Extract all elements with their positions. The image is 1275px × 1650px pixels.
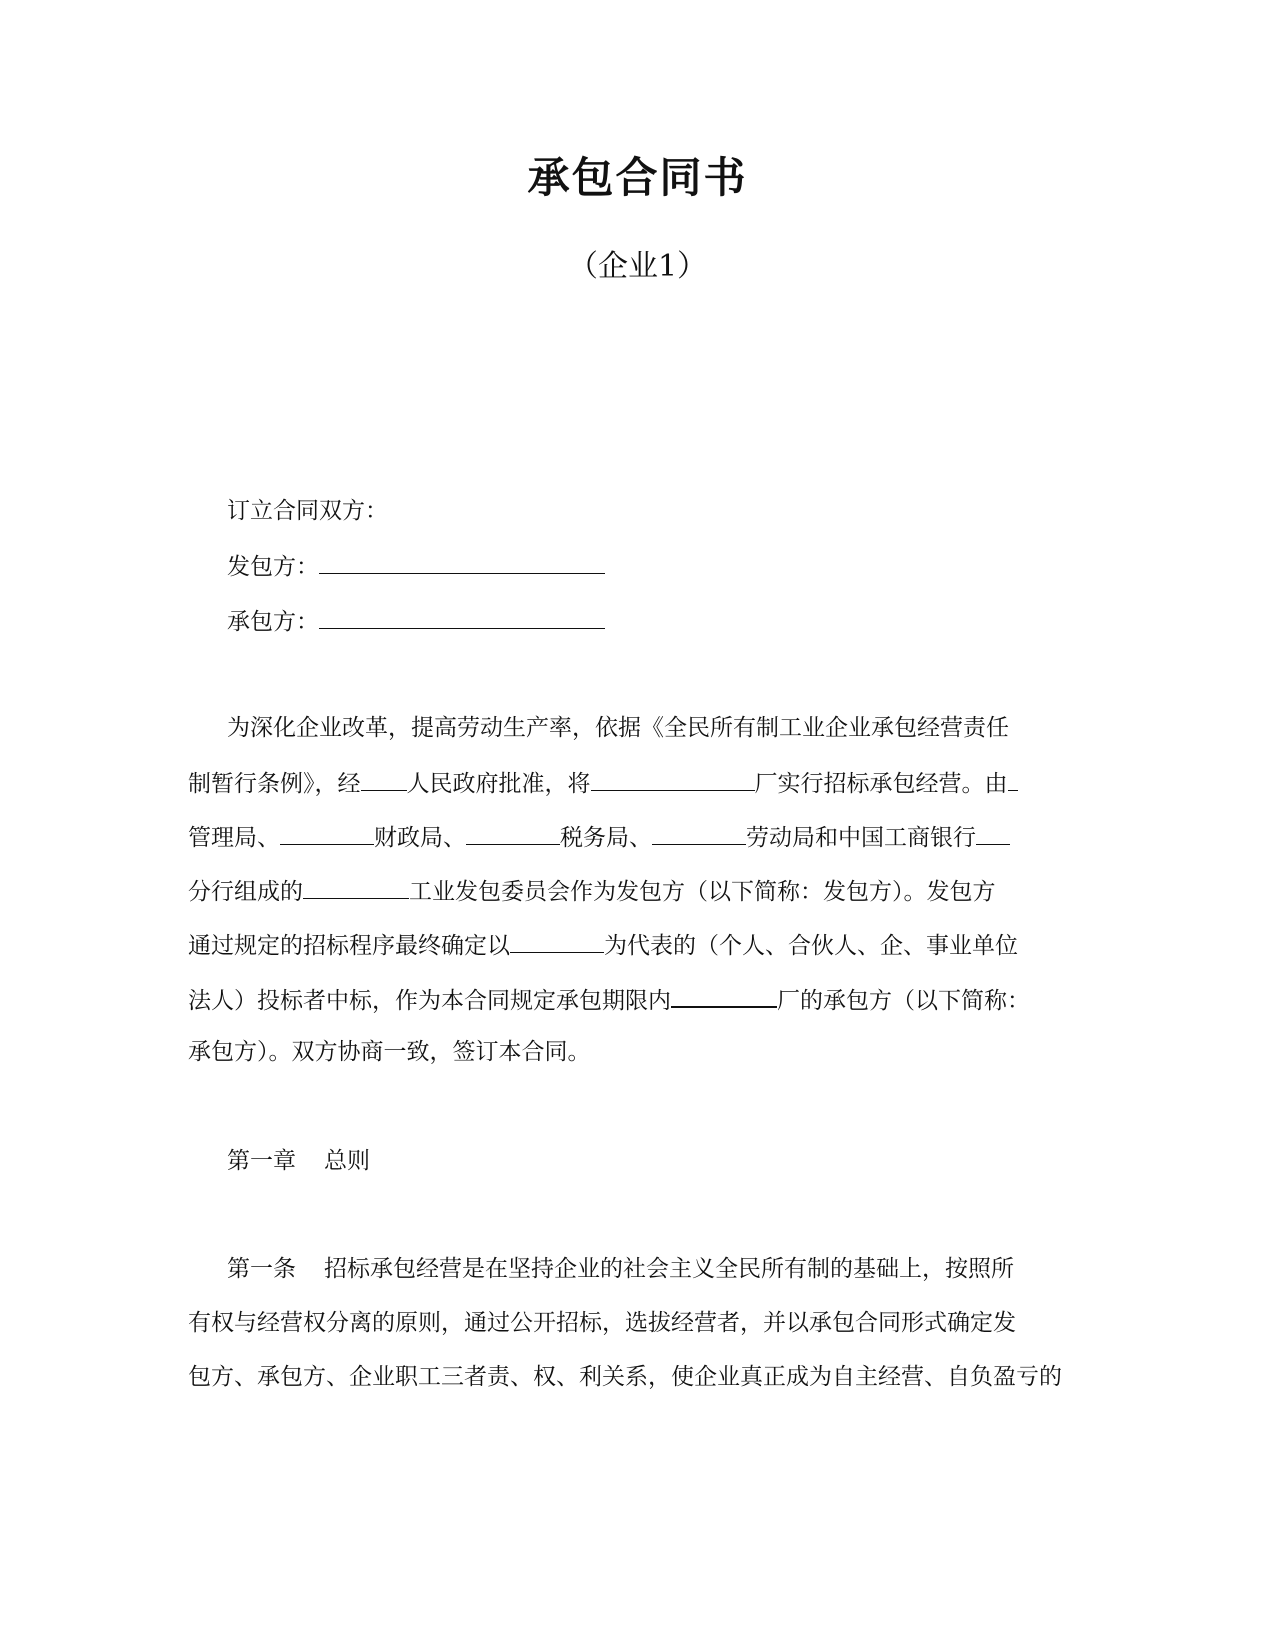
preamble-line-1	[227, 710, 1127, 746]
article-text: 包方、承包方、企业职工三者责、权、利关系，使企业真正成为自主经营、自负盈亏的	[188, 1364, 1062, 1390]
government-blank[interactable]	[361, 764, 407, 791]
document-title: 承包合同书	[527, 153, 748, 202]
preamble-line-7	[188, 1034, 1088, 1070]
party-b-label: 承包方：	[227, 609, 319, 635]
party-b-blank[interactable]	[319, 602, 605, 629]
preamble-text: 厂的承包方（以下简称：	[777, 988, 1030, 1014]
preamble-text: 为深化企业改革，提高劳动生产率，依据《全民所有制工业企业承包经营责任	[227, 715, 1009, 741]
preamble-line-6	[188, 980, 1088, 1019]
document-subtitle: （企业1）	[567, 249, 708, 284]
article-1-line-2	[188, 1305, 1088, 1341]
contract-factory-blank[interactable]	[671, 980, 777, 1008]
party-a-label: 发包方：	[227, 554, 319, 580]
chapter-name: 总则	[324, 1148, 370, 1174]
article-text: 招标承包经营是在坚持企业的社会主义全民所有制的基础上，按照所	[324, 1256, 1014, 1282]
article-1-line-3	[188, 1359, 1088, 1395]
preamble-text: 分行组成的	[188, 879, 303, 905]
authority-blank[interactable]	[1008, 764, 1018, 791]
chapter-heading	[227, 1143, 1127, 1179]
party-a-row	[227, 547, 1127, 585]
tax-bureau-blank[interactable]	[466, 818, 560, 845]
preamble-line-3	[188, 818, 1088, 856]
committee-blank[interactable]	[303, 872, 409, 899]
preamble-text: 工业发包委员会作为发包方（以下简称：发包方）。发包方	[409, 879, 996, 905]
preamble-line-2	[188, 764, 1088, 802]
article-1-line-1	[227, 1251, 1127, 1287]
article-text: 有权与经营权分离的原则，通过公开招标，选拔经营者，并以承包合同形式确定发	[188, 1310, 1016, 1336]
finance-bureau-blank[interactable]	[280, 818, 374, 845]
preamble-text: 劳动局和中国工商银行	[746, 825, 976, 851]
preamble-line-4	[188, 872, 1088, 910]
party-a-blank[interactable]	[319, 547, 605, 574]
article-number: 第一条	[227, 1256, 296, 1282]
preamble-text: 承包方）。双方协商一致，签订本合同。	[188, 1039, 591, 1065]
bank-blank[interactable]	[976, 818, 1010, 845]
preamble-text: 制暂行条例》，经	[188, 771, 361, 797]
preamble-text: 厂实行招标承包经营。由	[754, 771, 1008, 797]
preamble-text: 税务局、	[560, 825, 652, 851]
parties-intro-text: 订立合同双方：	[227, 498, 388, 524]
preamble-text: 管理局、	[188, 825, 280, 851]
preamble-text: 为代表的（个人、合伙人、企、事业单位	[604, 933, 1018, 959]
preamble-text: 通过规定的招标程序最终确定以	[188, 933, 510, 959]
factory-name-blank[interactable]	[591, 764, 755, 791]
representative-blank[interactable]	[510, 926, 604, 953]
preamble-text: 财政局、	[374, 825, 466, 851]
preamble-text: 法人）投标者中标，作为本合同规定承包期限内	[188, 988, 671, 1014]
labor-bureau-blank[interactable]	[652, 818, 746, 845]
parties-intro	[227, 493, 1127, 529]
party-b-row	[227, 602, 1127, 640]
preamble-text: 人民政府批准，将	[406, 771, 591, 797]
preamble-line-5	[188, 926, 1088, 964]
chapter-number: 第一章	[227, 1148, 296, 1174]
